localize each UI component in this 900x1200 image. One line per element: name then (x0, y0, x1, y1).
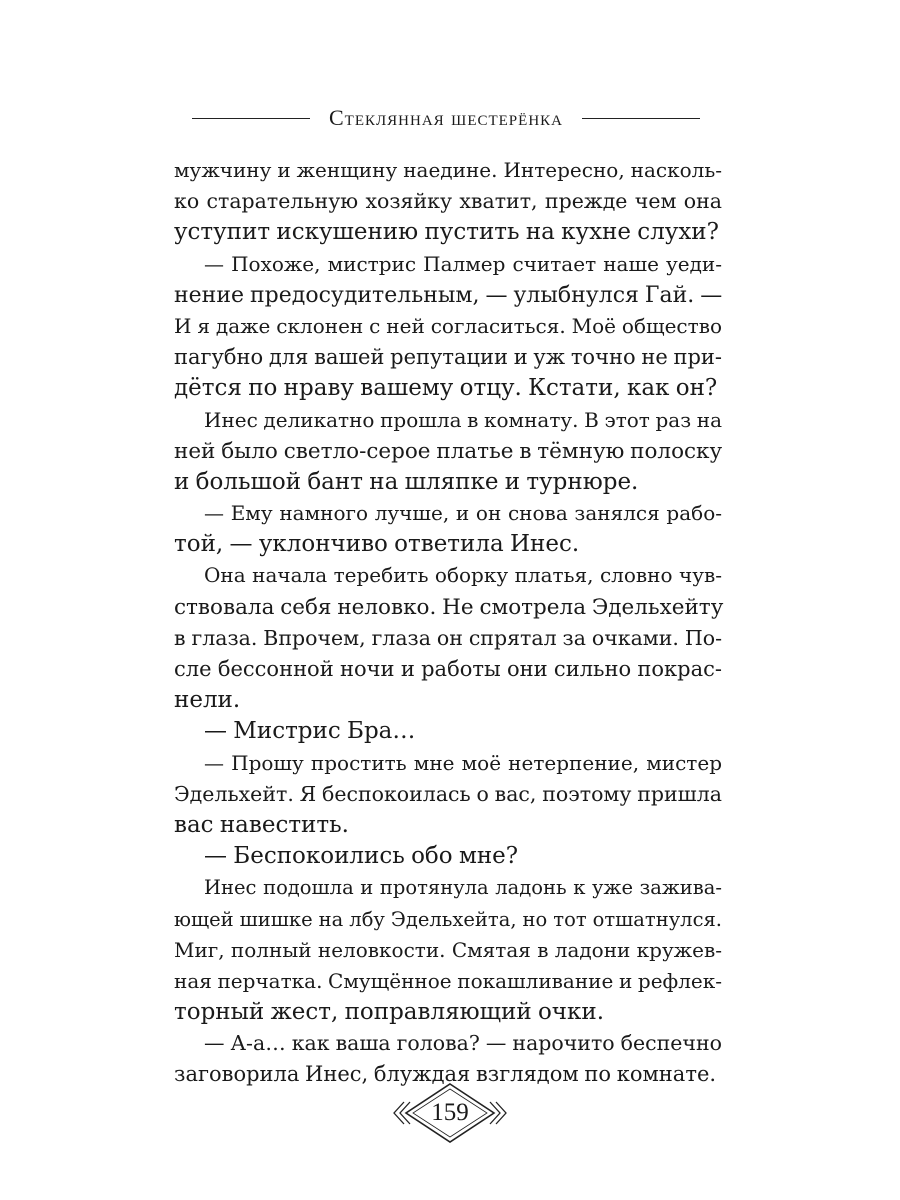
text-line: нели. (174, 687, 241, 714)
book-title: Стеклянная шестерёнка (329, 105, 563, 130)
text-line: пагубно для вашей репутации и уж точно не при- (174, 345, 722, 370)
text-line: — Мистрис Бра… (204, 718, 416, 745)
text-line: Миг, полный неловкости. Смятая в ладони кружев- (174, 937, 722, 962)
text-line: — Прошу простить мне моё нетерпение, мистер (204, 750, 722, 775)
text-line: и большой бант на шляпке и турнюре. (174, 468, 639, 495)
text-line: в глаза. Впрочем, глаза он спрятал за очками. По- (174, 625, 722, 650)
text-line: сле бессонной ночи и работы они сильно покрас- (174, 657, 722, 681)
text-line: заговорила Инес, блуждая взглядом по комнате. (174, 1062, 717, 1087)
running-head-rule-left (192, 118, 310, 119)
page-number: 159 (431, 1099, 469, 1126)
text-line: дётся по нраву вашему отцу. Кстати, как он? (174, 375, 718, 402)
text-line: — Беспокоились обо мне? (204, 843, 519, 870)
text-line: Инес деликатно прошла в комнату. В этот раз на (204, 407, 722, 432)
text-line: уступит искушению пустить на кухне слухи? (174, 219, 719, 246)
text-line: ствовала себя неловко. Не смотрела Эдельхейту (174, 594, 724, 620)
text-line: ко старательную хозяйку хватит, прежде чем она (174, 189, 722, 214)
text-line: Инес подошла и протянула ладонь к уже зажива- (204, 876, 722, 900)
text-line: Она начала теребить оборку платья, словно чув- (204, 563, 722, 588)
running-head (192, 103, 700, 133)
text-line: торный жест, поправляющий очки. (174, 999, 605, 1026)
running-head-rule-right (582, 118, 700, 119)
text-line: ная перчатка. Смущённое покашливание и рефлек- (174, 968, 722, 993)
text-line: ней было светло-серое платье в тёмную полоску (174, 438, 723, 464)
text-line: И я даже склонен с ней согласиться. Моё общество (174, 313, 722, 338)
text-line: мужчину и женщину наедине. Интересно, насколь- (174, 158, 722, 182)
text-line: нение предосудительным, — улыбнулся Гай. — (174, 282, 723, 308)
text-line: — Похоже, мистрис Палмер считает наше уеди- (204, 251, 722, 276)
text-line: вас навестить. (174, 811, 349, 838)
page-number-ornament (390, 1080, 510, 1146)
text-line: ющей шишке на лбу Эдельхейта, но тот отшатнулся. (174, 907, 722, 931)
text-line: — А-а… как ваша голова? — нарочито беспечно (204, 1031, 722, 1056)
body-text (174, 155, 722, 1091)
text-line: — Ему намного лучше, и он снова занялся рабо- (204, 501, 722, 526)
text-line: той, — уклончиво ответила Инес. (174, 531, 580, 558)
text-line: Эдельхейт. Я беспокоилась о вас, поэтому пришла (174, 781, 722, 806)
